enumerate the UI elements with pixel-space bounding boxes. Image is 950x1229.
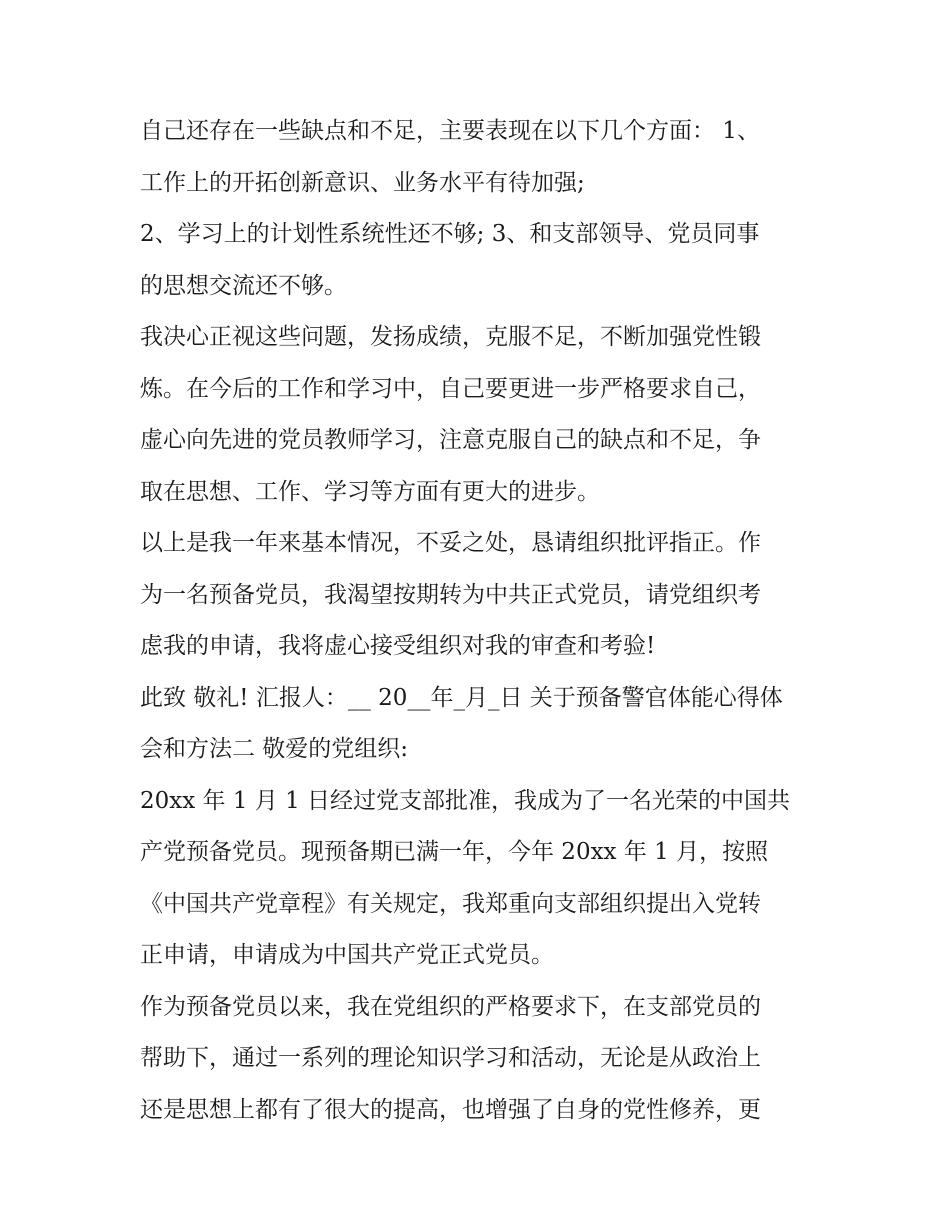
text-line: 以上是我一年来基本情况，不妥之处，恳请组织批评指正。作	[140, 530, 761, 556]
text-line: 取在思想、工作、学习等方面有更大的进步。	[140, 478, 600, 505]
text-line: 作为预备党员以来，我在党组织的严格要求下，在支部党员的	[140, 993, 761, 1020]
text-line: 帮助下，通过一系列的理论知识学习和活动，无论是从政治上	[140, 1045, 761, 1071]
text-line: 的思想交流还不够。	[140, 272, 347, 299]
text-line: 自己还存在一些缺点和不足，主要表现在以下几个方面： 1、	[140, 118, 760, 144]
text-line: 《中国共产党章程》有关规定，我郑重向支部组织提出入党转	[140, 890, 761, 917]
text-line: 此致 敬礼! 汇报人：__ 20__年_月_日 关于预备警官体能心得体	[140, 684, 783, 711]
text-line: 会和方法二 敬爱的党组织:	[140, 736, 409, 762]
text-line: 我决心正视这些问题，发扬成绩，克服不足，不断加强党性锻	[140, 324, 761, 350]
text-line: 产党预备党员。现预备期已满一年，今年 20xx 年 1 月，按照	[140, 839, 769, 865]
text-line: 20xx 年 1 月 1 日经过党支部批准，我成为了一名光荣的中国共	[140, 787, 791, 814]
document-body	[140, 106, 820, 1136]
text-line: 炼。在今后的工作和学习中，自己要更进一步严格要求自己，	[140, 375, 761, 402]
text-line: 虑我的申请，我将虚心接受组织对我的审查和考验!	[140, 633, 656, 659]
text-line: 工作上的开拓创新意识、业务水平有待加强;	[140, 169, 585, 196]
text-line: 还是思想上都有了很大的提高，也增强了自身的党性修养，更	[140, 1096, 761, 1123]
text-line: 为一名预备党员，我渴望按期转为中共正式党员，请党组织考	[140, 581, 761, 608]
text-line: 虚心向先进的党员教师学习，注意克服自己的缺点和不足，争	[140, 427, 761, 453]
text-line: 正申请，申请成为中国共产党正式党员。	[140, 942, 554, 968]
text-line: 2、学习上的计划性系统性还不够; 3、和支部领导、党员同事	[140, 221, 760, 247]
